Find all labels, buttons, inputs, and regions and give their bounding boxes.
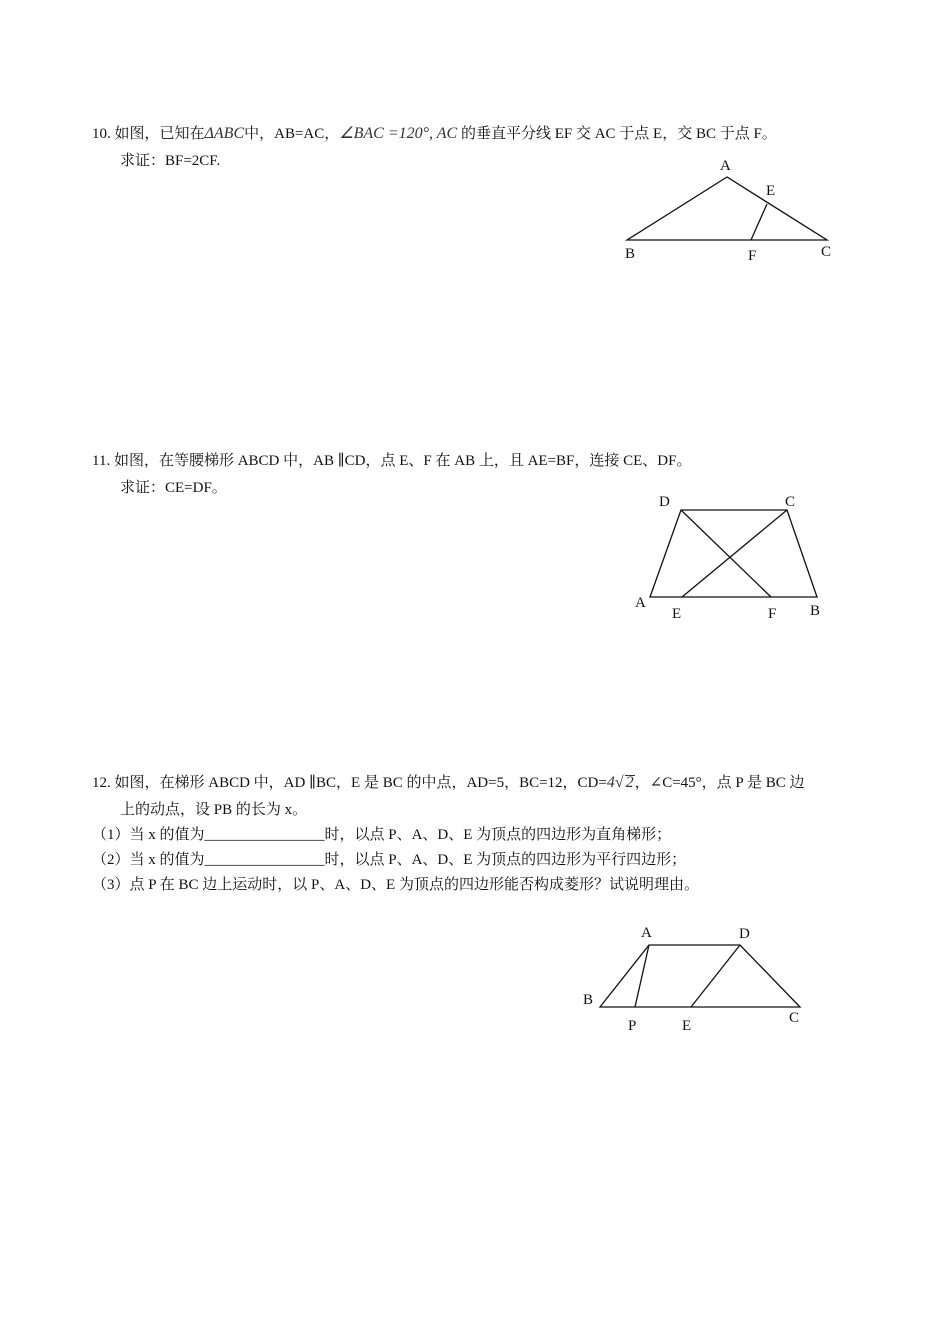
q11-line1 xyxy=(92,451,691,471)
label-b: B xyxy=(625,246,636,262)
q12-line1: 12. 如图，在梯形 ABCD 中，AD ∥BC，E 是 BC 的中点，AD=5，BC=12，CD=4√ 2，∠C=45°，点 P 是 BC 边 xyxy=(92,774,805,791)
label-d: D xyxy=(659,494,670,510)
label-b: B xyxy=(810,603,821,619)
label-c: C xyxy=(785,494,796,510)
q10-text-a: 如图，已知在 xyxy=(114,126,205,142)
q12-number: 12. xyxy=(92,775,111,791)
label-b: B xyxy=(583,992,594,1008)
q10-text-c: 的垂直平分线 EF 交 AC 于点 E，交 BC 于点 F。 xyxy=(460,126,777,142)
q11-line2: 求证：CE=DF。 xyxy=(120,480,227,496)
label-f: F xyxy=(748,248,757,264)
label-d: D xyxy=(739,926,750,942)
q10-text-b: 中，AB=AC， xyxy=(244,126,340,142)
q11-figure-trapezoid xyxy=(630,490,840,630)
q11-number: 11. xyxy=(92,453,111,469)
segment-ef xyxy=(751,204,767,240)
q10-line1 xyxy=(92,124,777,144)
q12-sub2: （2）当 x 的值为________________时，以点 P、A、D、E 为顶点的四边形为平行四边形； xyxy=(92,852,687,868)
q12-text-a: 如图，在梯形 ABCD 中，AD ∥BC，E 是 BC 的中点，AD=5，BC=12，CD= xyxy=(114,775,607,791)
label-c: C xyxy=(821,244,832,260)
trapezoid-abcd xyxy=(600,945,800,1007)
q12-text-b: ，∠C=45°，点 P 是 BC 边 xyxy=(634,775,805,791)
q12-line2: 上的动点，设 PB 的长为 x。 xyxy=(120,802,308,818)
segment-de xyxy=(691,945,740,1007)
q10-math-angle: ∠BAC =120°, AC xyxy=(339,125,458,142)
label-e: E xyxy=(682,1018,692,1034)
q12-cd-radicand: 2 xyxy=(625,774,634,791)
label-a: A xyxy=(720,158,731,174)
label-c: C xyxy=(789,1010,800,1026)
label-e: E xyxy=(766,183,776,199)
q12-sub3: （3）点 P 在 BC 边上运动时，以 P、A、D、E 为顶点的四边形能否构成菱形？试说明理由。 xyxy=(92,877,699,893)
q10-math-triangle: ΔABC xyxy=(204,125,245,142)
q12-cd-coef: 4 xyxy=(606,774,615,791)
q10-line2: 求证：BF=2CF. xyxy=(120,153,221,169)
label-a: A xyxy=(635,595,646,611)
q12-sub1: （1）当 x 的值为________________时，以点 P、A、D、E 为顶点的四边形为直角梯形； xyxy=(92,827,672,843)
q11-text: 如图，在等腰梯形 ABCD 中，AB ∥CD，点 E、F 在 AB 上，且 AE=BF，连接 CE、DF。 xyxy=(113,453,692,469)
q10-figure-triangle xyxy=(600,150,860,270)
triangle-abc xyxy=(627,177,827,240)
q12-figure-trapezoid xyxy=(575,920,815,1040)
label-e: E xyxy=(672,606,682,622)
label-a: A xyxy=(641,925,652,941)
segment-ce xyxy=(682,510,787,597)
label-f: F xyxy=(768,606,777,622)
q10-number: 10. xyxy=(92,126,111,142)
label-p: P xyxy=(628,1018,637,1034)
segment-df xyxy=(681,510,771,597)
